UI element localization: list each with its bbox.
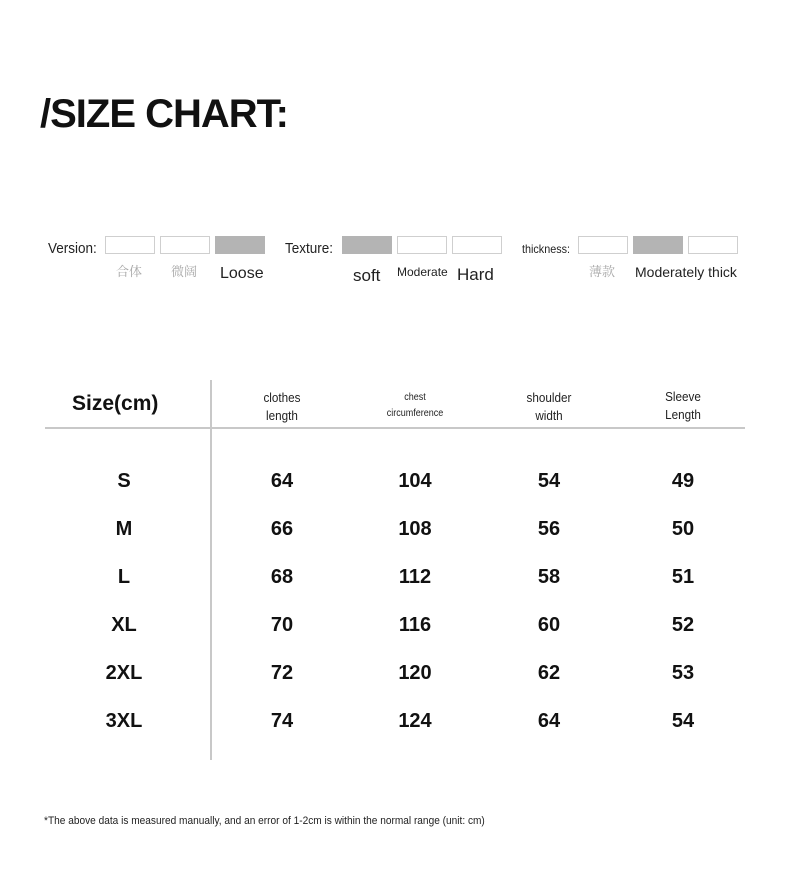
version-box-2 — [160, 236, 210, 254]
thickness-box-3 — [688, 236, 738, 254]
row-size: L — [117, 566, 131, 588]
header-sleeve-length — [629, 388, 737, 424]
cell-clothes-length: 68 — [270, 566, 294, 588]
cell-chest: 116 — [398, 614, 432, 636]
texture-box-1-selected — [342, 236, 392, 254]
cell-chest: 120 — [398, 662, 432, 684]
cell-shoulder: 58 — [537, 566, 561, 588]
measurement-footnote: *The above data is measured manually, and an error of 1-2cm is within the normal range (unit: cm) — [44, 815, 485, 827]
cell-clothes-length: 64 — [270, 470, 294, 492]
header-line: shoulder — [526, 390, 572, 405]
cell-shoulder: 54 — [537, 470, 561, 492]
cell-sleeve: 53 — [671, 662, 695, 684]
cell-chest: 104 — [398, 470, 432, 492]
cell-shoulder: 56 — [537, 518, 561, 540]
cell-sleeve: 50 — [671, 518, 695, 540]
header-line: circumference — [386, 408, 444, 419]
thickness-box-1 — [578, 236, 628, 254]
page-title: /SIZE CHART: — [40, 92, 288, 136]
version-label: Version: — [48, 240, 97, 257]
cell-sleeve: 54 — [671, 710, 695, 732]
texture-label: Texture: — [285, 240, 334, 257]
version-option-1: 合体 — [116, 265, 143, 280]
header-line: Length — [665, 407, 701, 422]
row-size: 3XL — [105, 710, 143, 732]
thickness-option-1: 薄款 — [589, 265, 616, 280]
cell-chest: 112 — [398, 566, 432, 588]
cell-sleeve: 49 — [671, 470, 695, 492]
version-box-1 — [105, 236, 155, 254]
cell-clothes-length: 70 — [270, 614, 294, 636]
texture-option-3: Hard — [457, 265, 494, 284]
row-size: M — [115, 518, 133, 540]
version-option-2: 微阔 — [171, 265, 198, 280]
header-clothes-length — [228, 389, 336, 425]
header-line: chest — [404, 392, 426, 403]
texture-box-2 — [397, 236, 447, 254]
texture-option-1: soft — [353, 266, 381, 285]
cell-shoulder: 64 — [537, 710, 561, 732]
cell-clothes-length: 72 — [270, 662, 294, 684]
texture-box-3 — [452, 236, 502, 254]
cell-chest: 124 — [398, 710, 432, 732]
version-option-3: Loose — [220, 265, 264, 282]
cell-sleeve: 52 — [671, 614, 695, 636]
cell-shoulder: 60 — [537, 614, 561, 636]
cell-shoulder: 62 — [537, 662, 561, 684]
version-box-3-selected — [215, 236, 265, 254]
header-line: length — [266, 408, 298, 423]
row-size: 2XL — [105, 662, 143, 684]
thickness-option-2: Moderately thick — [635, 264, 737, 280]
header-shoulder-width — [495, 389, 603, 425]
size-column-header: Size(cm) — [72, 392, 159, 415]
size-column-divider — [210, 380, 212, 760]
header-chest-circumference — [361, 390, 469, 422]
header-line: width — [535, 408, 563, 423]
thickness-label: thickness: — [522, 242, 571, 256]
row-size: S — [117, 470, 131, 492]
header-line: clothes — [263, 390, 301, 405]
header-divider — [45, 427, 745, 429]
cell-clothes-length: 66 — [270, 518, 294, 540]
cell-sleeve: 51 — [671, 566, 695, 588]
cell-chest: 108 — [398, 518, 432, 540]
row-size: XL — [111, 614, 137, 636]
cell-clothes-length: 74 — [270, 710, 294, 732]
thickness-box-2-selected — [633, 236, 683, 254]
header-line: Sleeve — [665, 389, 701, 404]
texture-option-2: Moderate — [397, 265, 448, 279]
